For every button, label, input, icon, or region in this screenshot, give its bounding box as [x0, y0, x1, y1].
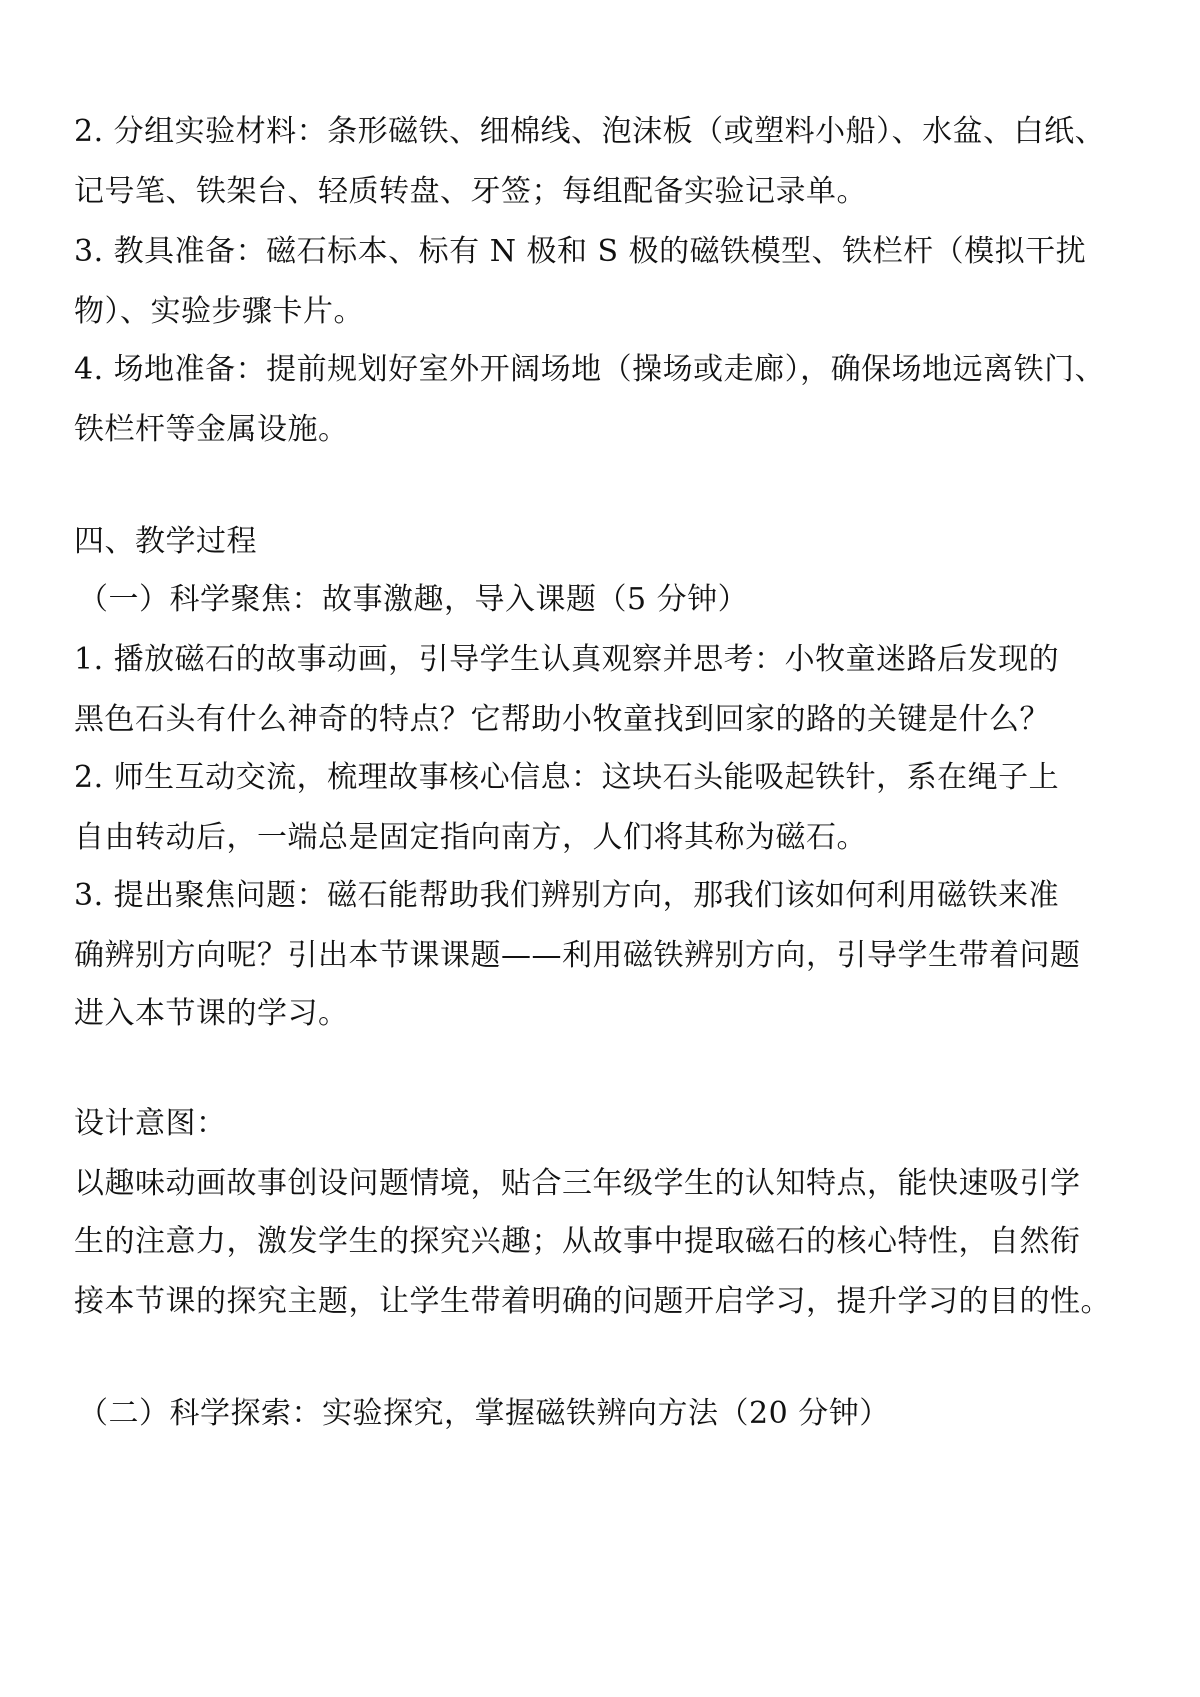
step-2-line-2: 自由转动后，一端总是固定指向南方，人们将其称为磁石。	[74, 820, 867, 855]
design-intent-line-3: 接本节课的探究主题，让学生带着明确的问题开启学习，提升学习的目的性。	[74, 1284, 1111, 1319]
step-3-line-2: 确辨别方向呢？引出本节课课题——利用磁铁辨别方向，引导学生带着问题	[74, 938, 1081, 973]
subsection-heading-2: （二）科学探索：实验探究，掌握磁铁辨向方法（20 分钟）	[78, 1396, 890, 1431]
venue-line-2: 铁栏杆等金属设施。	[74, 412, 349, 447]
step-1-line-2: 黑色石头有什么神奇的特点？它帮助小牧童找到回家的路的关键是什么？	[74, 702, 1050, 737]
step-3-line-1: 3. 提出聚焦问题：磁石能帮助我们辨别方向，那我们该如何利用磁铁来准	[74, 878, 1060, 913]
materials-line-2: 记号笔、铁架台、轻质转盘、牙签；每组配备实验记录单。	[74, 174, 867, 209]
design-intent-line-2: 生的注意力，激发学生的探究兴趣；从故事中提取磁石的核心特性，自然衔	[74, 1224, 1081, 1259]
design-intent-line-1: 以趣味动画故事创设问题情境，贴合三年级学生的认知特点，能快速吸引学	[74, 1166, 1081, 1201]
subsection-heading-1: （一）科学聚焦：故事激趣，导入课题（5 分钟）	[78, 582, 749, 617]
teaching-aids-line-2: 物）、实验步骤卡片。	[74, 294, 364, 329]
step-1-line-1: 1. 播放磁石的故事动画，引导学生认真观察并思考：小牧童迷路后发现的	[74, 642, 1060, 677]
step-2-line-1: 2. 师生互动交流，梳理故事核心信息：这块石头能吸起铁针，系在绳子上	[74, 760, 1060, 795]
design-intent-heading: 设计意图：	[74, 1106, 227, 1141]
step-3-line-3: 进入本节课的学习。	[74, 996, 349, 1031]
venue-line-1: 4. 场地准备：提前规划好室外开阔场地（操场或走廊），确保场地远离铁门、	[74, 352, 1106, 387]
materials-line-1: 2. 分组实验材料：条形磁铁、细棉线、泡沫板（或塑料小船）、水盆、白纸、	[74, 114, 1106, 149]
teaching-aids-line-1: 3. 教具准备：磁石标本、标有 N 极和 S 极的磁铁模型、铁栏杆（模拟干扰	[74, 234, 1087, 269]
section-heading: 四、教学过程	[74, 524, 257, 559]
